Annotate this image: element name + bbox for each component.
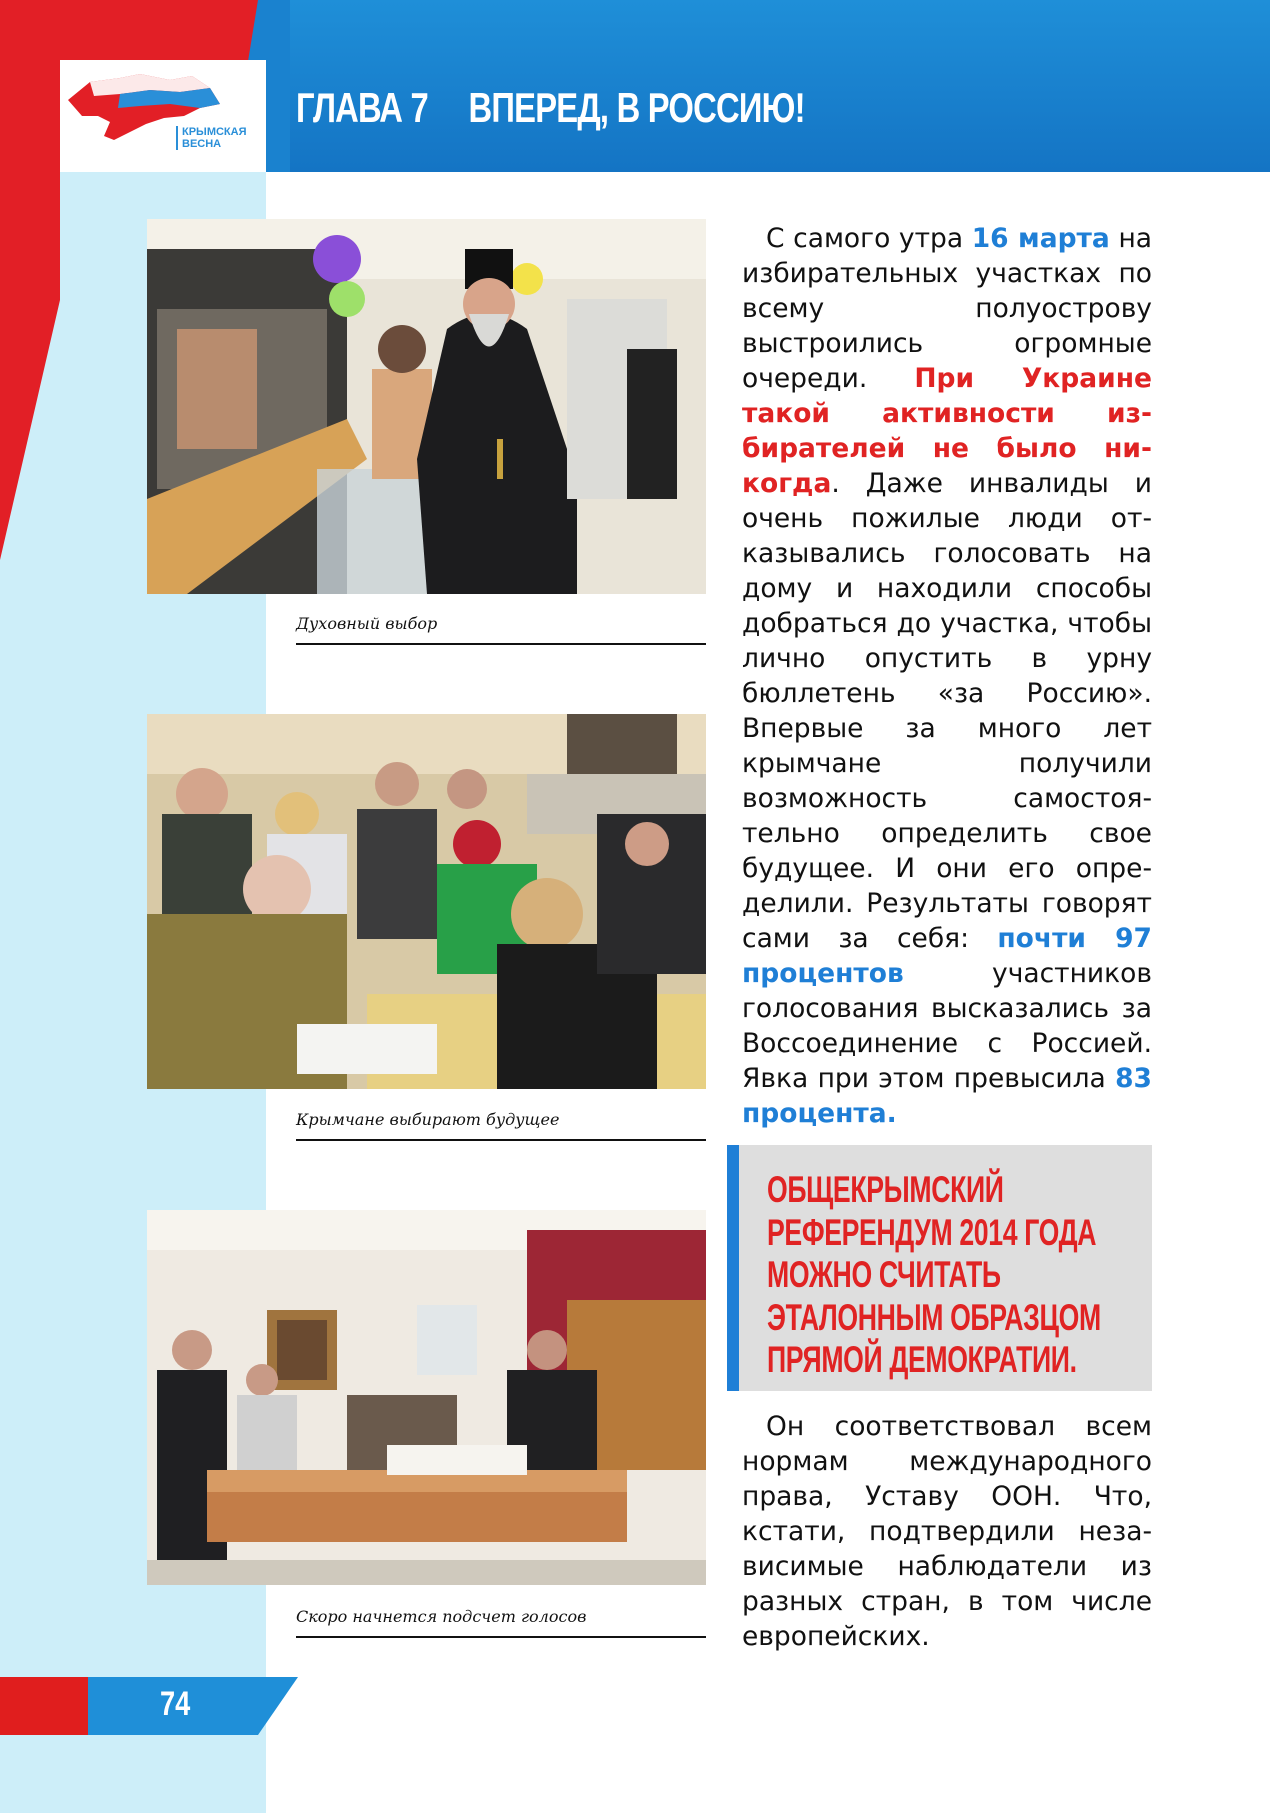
callout-accent-bar: [727, 1145, 739, 1391]
highlight-turnout: 83 процента.: [742, 1063, 1152, 1129]
footer-red-block: [0, 1677, 92, 1735]
photo-caption-1: Духовный выбор: [296, 614, 706, 645]
text-run: . Даже инвалиды и очень пожилые люди отказывались голосовать на дому и находили способы добраться до участка, чтобы лично опустить в урну бюллетень «за Россию». Впервые за много лет крымчане получили возможность самостоятельно определить свое будущее. И они его определили. Результаты говорят сами за себя:: [742, 468, 1152, 954]
text-run: С самого утра: [766, 223, 972, 254]
photo-priest-voting: [147, 219, 706, 594]
text-run: участников голосования высказались за Воссоединение с Россией. Явка при этом превысила: [742, 958, 1152, 1094]
photo-crowd-voting: [147, 714, 706, 1089]
highlight-date: 16 марта: [971, 223, 1110, 254]
footer-blue-block: [88, 1677, 298, 1735]
page-number: 74: [160, 1685, 191, 1723]
highlight-activity: При Украине такой активности избирателей не было никогда: [742, 363, 1152, 499]
chapter-heading: [296, 84, 805, 132]
crimea-map-icon: [60, 60, 266, 172]
highlight-percent: почти 97 процентов: [742, 923, 1152, 989]
article-paragraph-1: [742, 221, 1152, 1131]
photo-ballot-count: [147, 1210, 706, 1585]
logo: [60, 60, 266, 172]
text-run: на избирательных участках по всему полуострову выстроились огромные очереди.: [742, 223, 1153, 394]
photo-caption-2: Крымчане выбирают будущее: [296, 1110, 706, 1141]
article-paragraph-2: [742, 1409, 1152, 1654]
photo-caption-3: Скоро начнется подсчет голосов: [296, 1607, 706, 1638]
chapter-label: ГЛАВА 7: [296, 84, 428, 131]
chapter-title: ВПЕРЕД, В РОССИЮ!: [468, 84, 805, 131]
callout-text: ОБЩЕКРЫМСКИЙ РЕФЕРЕНДУМ 2014 ГОДА МОЖНО СЧИТАТЬ ЭТАЛОННЫМ ОБРАЗЦОМ ПРЯМОЙ ДЕМОКРАТИИ.: [767, 1169, 1101, 1380]
paragraph-2-text: Он соответствовал всем нормам международного права, Уставу ООН. Что, кстати, подтвердили независимые наблюдатели из разных стран, в том числе европейских.: [742, 1411, 1152, 1652]
callout-box: [727, 1145, 1152, 1391]
logo-text: КРЫМСКАЯ ВЕСНА: [176, 126, 270, 150]
